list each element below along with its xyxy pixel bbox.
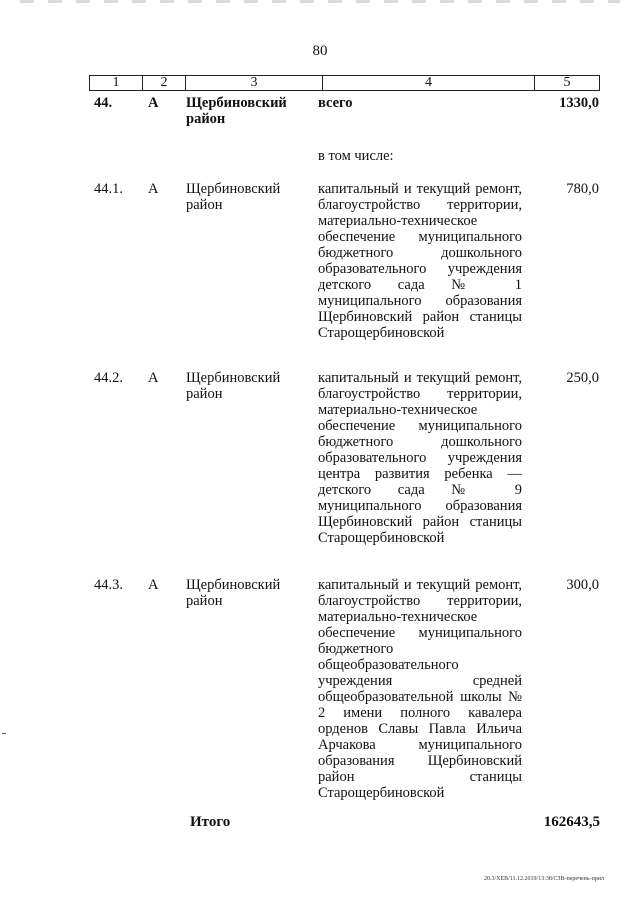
including-label: в том числе: <box>318 148 394 164</box>
row-district: Щербиновский район <box>186 577 281 609</box>
row-amount: 300,0 <box>566 577 599 593</box>
column-header-4: 4 <box>323 76 535 91</box>
column-header-row <box>89 75 600 91</box>
row-description: всего <box>318 95 353 111</box>
row-district: Щербиновский район <box>186 370 281 402</box>
row-amount: 250,0 <box>566 370 599 386</box>
row-district: Щербиновский район <box>186 95 287 127</box>
row-description: капитальный и текущий ремонт, благоустройство территории, материально-техническое обеспечение муниципального бюджетного общеобразовательного учреждения средней общеобразовательной школы № 2 имени полного кавалера орденов Славы Павла Ильича Арчакова муниципального образования Щербиновский район станицы Старощербиновской <box>318 577 522 801</box>
column-header-5: 5 <box>535 76 600 91</box>
column-header-2: 2 <box>143 76 186 91</box>
total-label: Итого <box>190 814 231 830</box>
footer-file-reference: 20.3/ХЕВ/11.12.2019/13:38/СЗВ-перечень-прил <box>483 876 604 882</box>
margin-tick <box>2 733 6 734</box>
row-description: капитальный и текущий ремонт, благоустройство территории, материально-техническое обеспечение муниципального бюджетного дошкольного образовательного учреждения детского сада № 1 муниципального образования Щербиновский район станицы Старощербиновской <box>318 181 522 341</box>
column-header-1: 1 <box>90 76 143 91</box>
top-scan-marks <box>20 0 620 3</box>
row-number: 44.1. <box>94 181 123 197</box>
row-number: 44.2. <box>94 370 123 386</box>
page-number: 80 <box>312 43 328 59</box>
row-description: капитальный и текущий ремонт, благоустройство территории, материально-техническое обеспечение муниципального бюджетного дошкольного образовательного учреждения центра развития ребенка — детского сада № 9 муниципального образования Щербиновский район станицы Старощербиновской <box>318 370 522 546</box>
row-category: А <box>148 181 159 197</box>
row-number: 44. <box>94 95 113 111</box>
row-amount: 1330,0 <box>559 95 599 111</box>
column-header-3: 3 <box>186 76 323 91</box>
row-number: 44.3. <box>94 577 123 593</box>
row-category: А <box>148 95 159 111</box>
row-category: А <box>148 577 159 593</box>
total-amount: 162643,5 <box>543 814 600 830</box>
row-amount: 780,0 <box>566 181 599 197</box>
row-district: Щербиновский район <box>186 181 281 213</box>
row-category: А <box>148 370 159 386</box>
